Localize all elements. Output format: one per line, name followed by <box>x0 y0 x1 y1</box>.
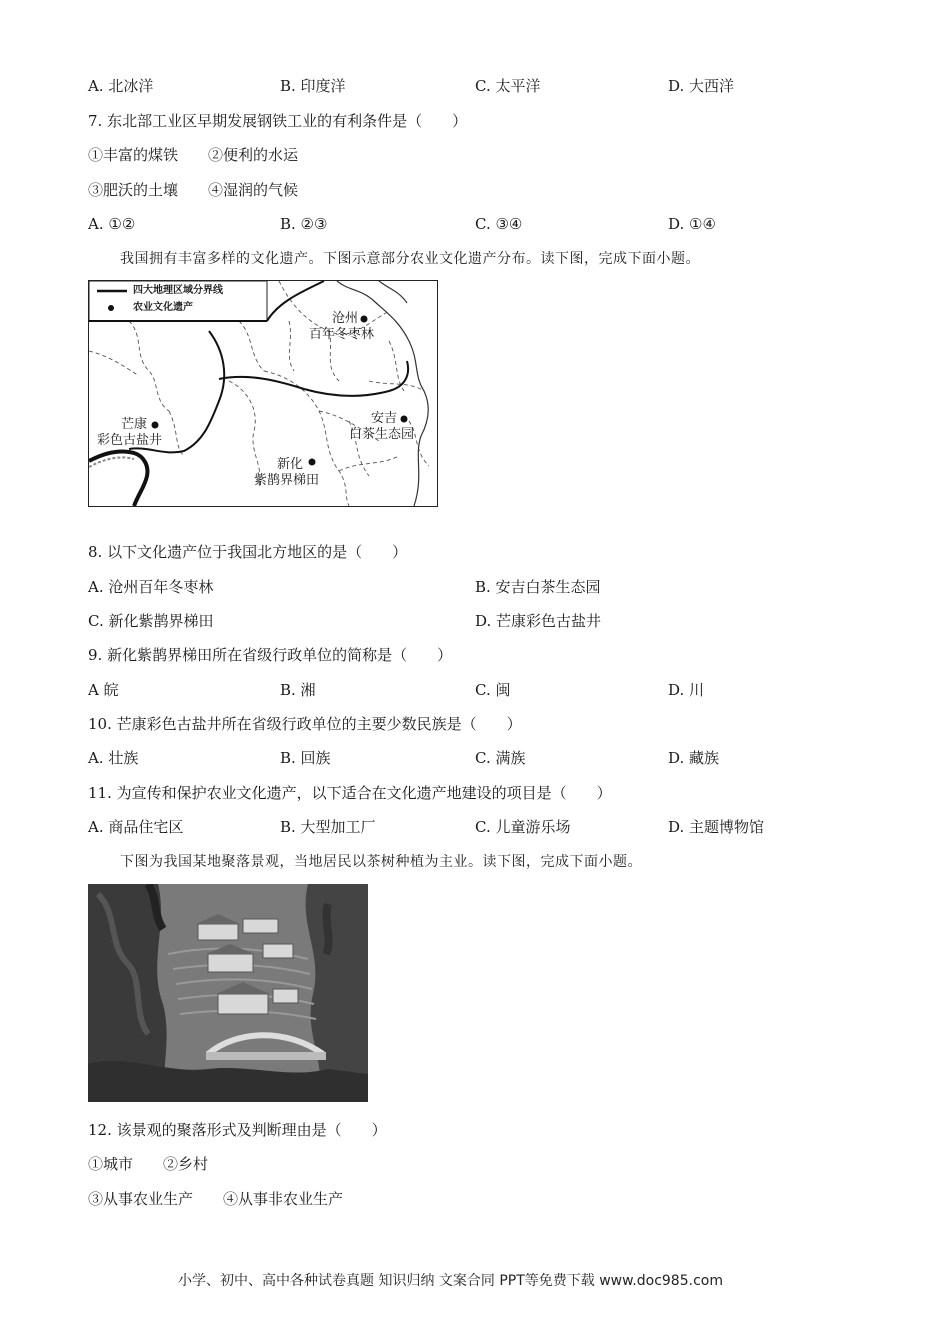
q7-option-b: B. ②③ <box>280 215 328 233</box>
site-xinhua-desc: 紫鹊界梯田 <box>254 473 320 488</box>
q10-option-d: D. 藏族 <box>668 749 720 767</box>
q10-option-c: C. 满族 <box>475 749 526 767</box>
q7-option-a: A. ①② <box>88 215 136 233</box>
q6-option-a: A. 北冰洋 <box>88 77 154 95</box>
q10-option-a: A. 壮族 <box>88 749 139 767</box>
q11-stem: 11. 为宣传和保护农业文化遗产，以下适合在文化遗产地建设的项目是（ ） <box>88 784 612 802</box>
village-landscape-photo <box>88 884 368 1102</box>
site-anji-desc: 白茶生态园 <box>349 427 415 442</box>
q7-stem: 7. 东北部工业区早期发展钢铁工业的有利条件是（ ） <box>88 112 468 130</box>
q11-option-b: B. 大型加工厂 <box>280 818 376 836</box>
q7-choices-line2: ③肥沃的土壤 ④湿润的气候 <box>88 181 299 199</box>
q6-option-d: D. 大西洋 <box>668 77 735 95</box>
q7-option-d: D. ①④ <box>668 215 716 233</box>
q7-choices-line1: ①丰富的煤铁 ②便利的水运 <box>88 146 299 164</box>
q12-choices-line2: ③从事农业生产 ④从事非农业生产 <box>88 1190 344 1208</box>
q9-option-a: A 皖 <box>88 681 119 699</box>
heritage-map <box>88 280 438 507</box>
q8-stem: 8. 以下文化遗产位于我国北方地区的是（ ） <box>88 543 408 561</box>
q11-option-a: A. 商品住宅区 <box>88 818 184 836</box>
q9-option-b: B. 湘 <box>280 681 316 699</box>
q10-stem: 10. 芒康彩色古盐井所在省级行政单位的主要少数民族是（ ） <box>88 715 522 733</box>
site-anji-name: 安吉 <box>371 411 398 426</box>
site-cangzhou-name: 沧州 <box>332 311 359 326</box>
site-cangzhou-desc: 百年冬枣林 <box>309 327 375 342</box>
q8-option-c: C. 新化紫鹊界梯田 <box>88 612 214 630</box>
legend-boundary-label: 四大地理区域分界线 <box>133 285 223 296</box>
legend-heritage-label: 农业文化遗产 <box>133 302 193 313</box>
q8-option-a: A. 沧州百年冬枣林 <box>88 578 214 596</box>
site-mangkang-name: 芒康 <box>121 417 148 432</box>
intro-map: 我国拥有丰富多样的文化遗产。下图示意部分农业文化遗产分布。读下图，完成下面小题。 <box>120 251 700 267</box>
q12-stem: 12. 该景观的聚落形式及判断理由是（ ） <box>88 1121 387 1139</box>
site-xinhua-name: 新化 <box>277 457 304 472</box>
q7-option-c: C. ③④ <box>475 215 523 233</box>
q12-choices-line1: ①城市 ②乡村 <box>88 1155 209 1173</box>
q8-option-b: B. 安吉白茶生态园 <box>475 578 601 596</box>
q6-option-c: C. 太平洋 <box>475 77 541 95</box>
intro-photo: 下图为我国某地聚落景观，当地居民以茶树种植为主业。读下图，完成下面小题。 <box>120 854 642 870</box>
q8-option-d: D. 芒康彩色古盐井 <box>475 612 602 630</box>
q11-option-d: D. 主题博物馆 <box>668 818 765 836</box>
q9-option-c: C. 闽 <box>475 681 511 699</box>
site-mangkang-desc: 彩色古盐井 <box>97 433 163 448</box>
q9-stem: 9. 新化紫鹊界梯田所在省级行政单位的简称是（ ） <box>88 646 453 664</box>
page-footer: 小学、初中、高中各种试卷真题 知识归纳 文案合同 PPT等免费下载 www.doc985.com <box>178 1273 723 1289</box>
q11-option-c: C. 儿童游乐场 <box>475 818 571 836</box>
q10-option-b: B. 回族 <box>280 749 331 767</box>
q9-option-d: D. 川 <box>668 681 705 699</box>
q6-option-b: B. 印度洋 <box>280 77 346 95</box>
